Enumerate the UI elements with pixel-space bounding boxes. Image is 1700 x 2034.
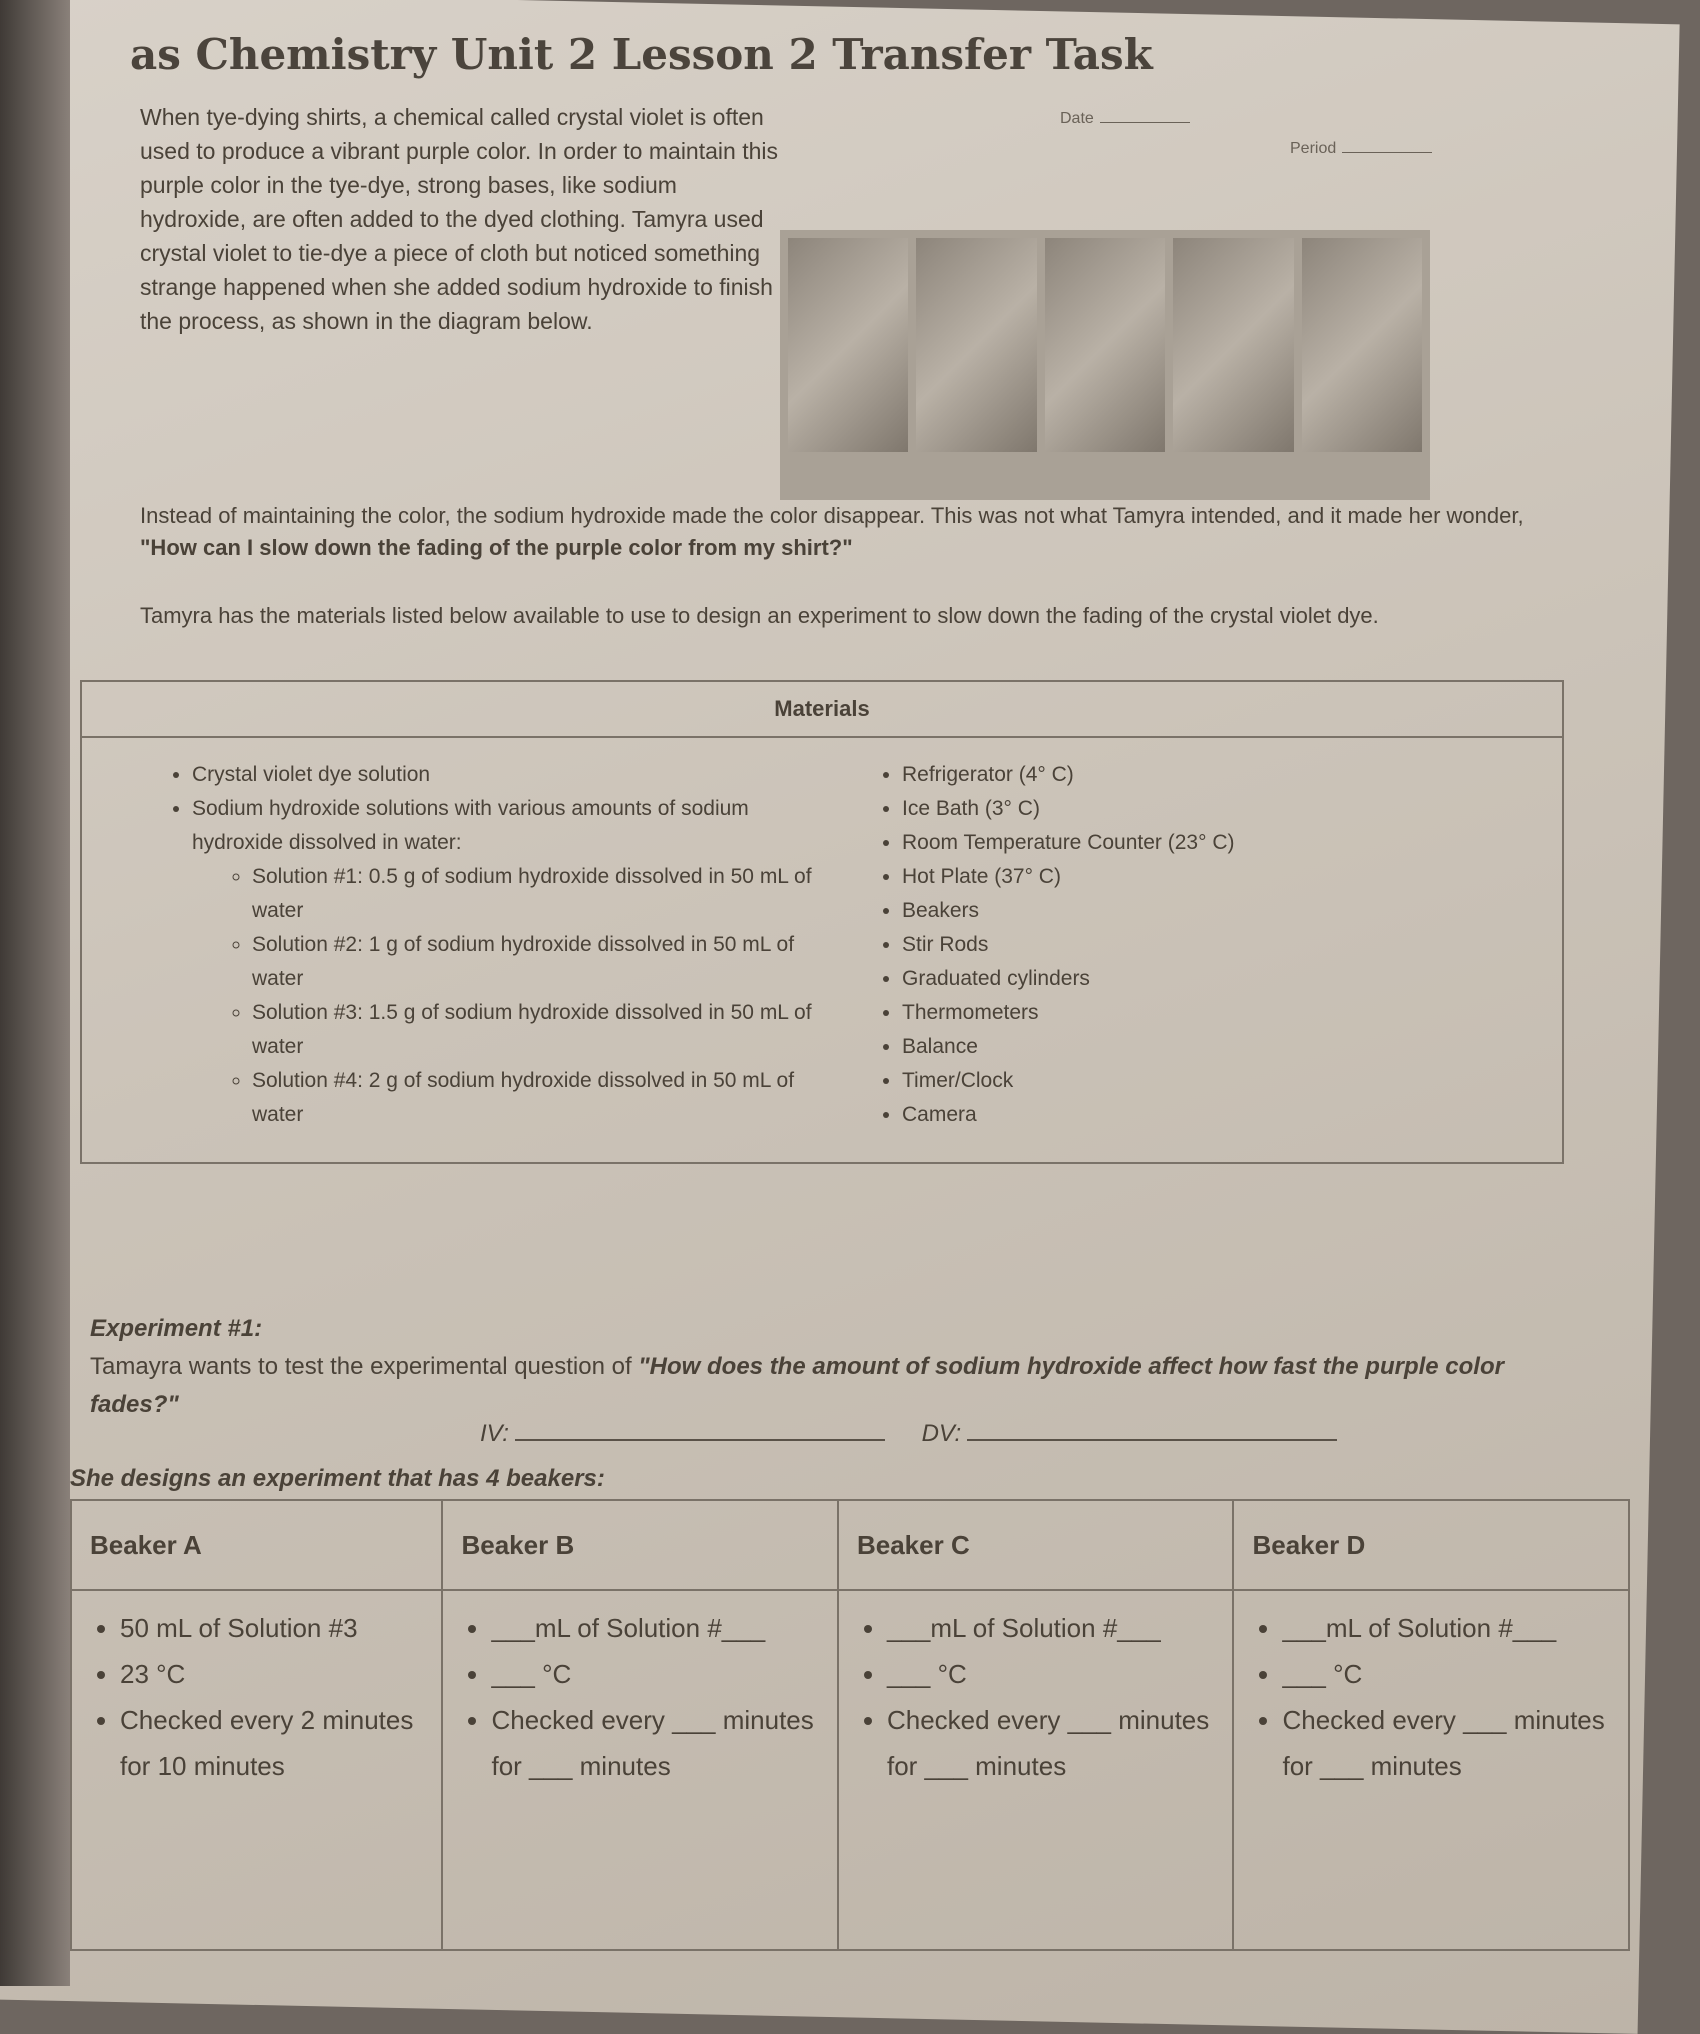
beaker-item: • Checked every ___ minutes for ___ minutes bbox=[491, 1697, 819, 1789]
material-item: • Graduated cylinders bbox=[902, 962, 1532, 996]
beaker-b-cell[interactable] bbox=[442, 1590, 838, 1950]
material-item: • Timer/Clock bbox=[902, 1064, 1532, 1098]
materials-left-list bbox=[112, 758, 822, 1132]
material-item: • Hot Plate (37° C) bbox=[902, 860, 1532, 894]
beaker-item: • ___mL of Solution #___ bbox=[1282, 1605, 1610, 1651]
materials-heading: Materials bbox=[82, 682, 1562, 738]
beaker-item: • ___ °C bbox=[887, 1651, 1215, 1697]
material-item: • Camera bbox=[902, 1098, 1532, 1132]
material-item: • Refrigerator (4° C) bbox=[902, 758, 1532, 792]
materials-intro: Tamyra has the materials listed below available to use to design an experiment to slow down the fading of the crystal violet dye. bbox=[140, 603, 1379, 628]
beaker-item: • Checked every ___ minutes for ___ minutes bbox=[887, 1697, 1215, 1789]
material-item: • Stir Rods bbox=[902, 928, 1532, 962]
date-field[interactable] bbox=[1060, 110, 1190, 128]
page-title: as Chemistry Unit 2 Lesson 2 Transfer Task bbox=[130, 30, 1153, 79]
desk-edge bbox=[0, 0, 70, 1986]
period-field[interactable] bbox=[1290, 140, 1432, 158]
fading-diagram bbox=[780, 230, 1430, 500]
diagram-photo bbox=[1045, 238, 1165, 492]
beaker-item: • 50 mL of Solution #3 bbox=[120, 1605, 423, 1651]
beaker-item: • ___ °C bbox=[491, 1651, 819, 1697]
date-label: Date bbox=[1060, 110, 1094, 127]
material-item: • Thermometers bbox=[902, 996, 1532, 1030]
materials-box bbox=[80, 680, 1564, 1164]
material-item: • Sodium hydroxide solutions with various amounts of sodium hydroxide dissolved in water: ◦ Solution #1: 0.5 g of sodium hydroxide dissolved in 50 mL of water ◦ Solution #2: 1 g of sodium hydroxide dissolved in 50 mL of water ◦ Solution #3: 1.5 g of sodium hydroxide dissolved in 50 mL of water ◦ Solution #4: 2 g of sodium hydroxide dissolved in 50 mL of water bbox=[192, 792, 822, 1132]
beaker-header: Beaker A bbox=[71, 1500, 442, 1590]
beaker-item: • ___ °C bbox=[1282, 1651, 1610, 1697]
material-item: • Room Temperature Counter (23° C) bbox=[902, 826, 1532, 860]
beaker-header: Beaker D bbox=[1233, 1500, 1629, 1590]
diagram-photo bbox=[916, 238, 1036, 492]
beaker-c-cell[interactable] bbox=[838, 1590, 1234, 1950]
material-item: • Ice Bath (3° C) bbox=[902, 792, 1532, 826]
beaker-header: Beaker C bbox=[838, 1500, 1234, 1590]
beaker-item: • 23 °C bbox=[120, 1651, 423, 1697]
period-label: Period bbox=[1290, 140, 1337, 157]
solution-item: ◦ Solution #4: 2 g of sodium hydroxide dissolved in 50 mL of water bbox=[252, 1064, 822, 1132]
intro-paragraph: When tye-dying shirts, a chemical called crystal violet is often used to produce a vibrant purple color. In order to maintain this purple color in the tye-dye, strong bases, like sodium hydroxide, are often added to the dyed clothing. Tamyra used crystal violet to tie-dye a piece of cloth but noticed something strange happened when she added sodium hydroxide to finish the process, as shown in the diagram below. bbox=[140, 104, 778, 334]
diagram-photo bbox=[788, 238, 908, 492]
variables-row bbox=[480, 1420, 1367, 1448]
material-item: • Balance bbox=[902, 1030, 1532, 1064]
experiment-question: "How does the amount of sodium hydroxide affect how fast the purple color fades?" bbox=[90, 1353, 1504, 1418]
materials-right-list bbox=[822, 758, 1532, 1132]
beakers-section bbox=[70, 1465, 1630, 1951]
experiment-section bbox=[90, 1310, 1570, 1424]
iv-blank[interactable] bbox=[515, 1439, 885, 1441]
iv-label: IV: bbox=[480, 1420, 509, 1447]
beaker-item: • Checked every ___ minutes for ___ minutes bbox=[1282, 1697, 1610, 1789]
solution-item: ◦ Solution #2: 1 g of sodium hydroxide dissolved in 50 mL of water bbox=[252, 928, 822, 996]
beaker-item: • ___mL of Solution #___ bbox=[887, 1605, 1215, 1651]
beakers-table bbox=[70, 1499, 1630, 1951]
solution-item: ◦ Solution #1: 0.5 g of sodium hydroxide dissolved in 50 mL of water bbox=[252, 860, 822, 928]
diagram-photo bbox=[1173, 238, 1293, 492]
beaker-header: Beaker B bbox=[442, 1500, 838, 1590]
dv-label: DV: bbox=[921, 1420, 962, 1447]
experiment-label: Experiment #1: bbox=[90, 1315, 263, 1342]
design-caption: She designs an experiment that has 4 beakers: bbox=[70, 1465, 605, 1492]
continuation-text: Instead of maintaining the color, the sodium hydroxide made the color disappear. This was not what Tamyra intended, and it made her wonder, bbox=[140, 503, 1524, 528]
beaker-item: • Checked every 2 minutes for 10 minutes bbox=[120, 1697, 423, 1789]
continuation-paragraph bbox=[140, 500, 1560, 564]
beaker-item: • ___mL of Solution #___ bbox=[491, 1605, 819, 1651]
beaker-a-cell bbox=[71, 1590, 442, 1950]
dv-blank[interactable] bbox=[967, 1439, 1337, 1441]
beaker-d-cell[interactable] bbox=[1233, 1590, 1629, 1950]
diagram-photo bbox=[1302, 238, 1422, 492]
solution-item: ◦ Solution #3: 1.5 g of sodium hydroxide dissolved in 50 mL of water bbox=[252, 996, 822, 1064]
material-item: • Beakers bbox=[902, 894, 1532, 928]
research-question: "How can I slow down the fading of the purple color from my shirt?" bbox=[140, 535, 853, 560]
material-item: • Crystal violet dye solution bbox=[192, 758, 822, 792]
experiment-text: Tamayra wants to test the experimental question of bbox=[90, 1353, 632, 1380]
